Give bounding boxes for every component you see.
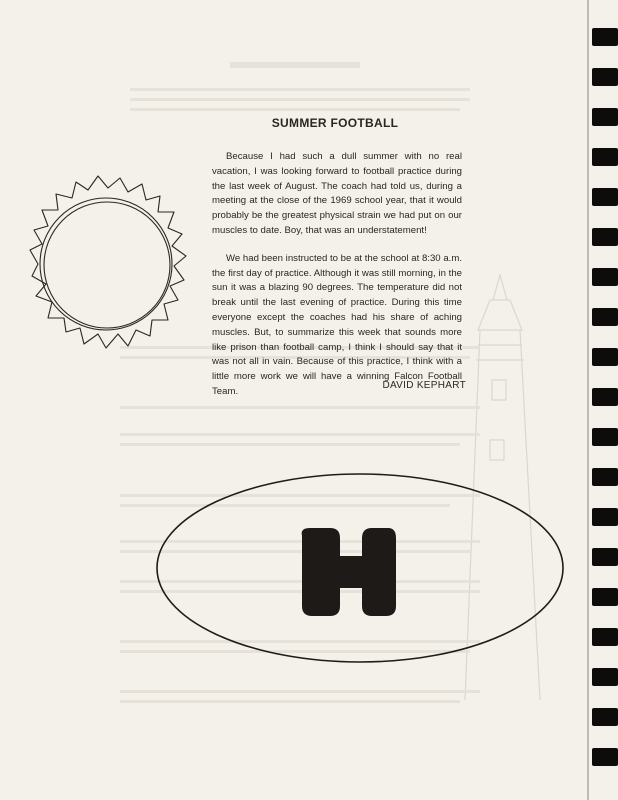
article-paragraph-2: We had been instructed to be at the school at 8:30 a.m. the first day of practice. Although it was still morning, in the sun it was a blazing 90 degrees. The temperature did not break until the last evening of practice. During this time everyone except the coaches had his share of aching muscles. But, to summarize this week that sounds more like prison than football camp, I think I should say that it was not all in vain. Because of this practice, I think with a little more work we will have a winning Falcon Football Team.: [212, 252, 462, 397]
football-letter-h-icon: [302, 528, 396, 616]
sun-illustration: [28, 172, 188, 362]
football-illustration: [154, 470, 566, 666]
article-title: SUMMER FOOTBALL: [271, 116, 399, 130]
spiral-binding: [586, 0, 618, 800]
article-paragraph-1: Because I had such a dull summer with no real vacation, I was looking forward to football practice during the last week of August. The coach had told us, during a meeting at the close of the 1969 school year, that it would probably be the greatest physical strain we had put on our muscles to date. Boy, that was an understatement!: [212, 151, 462, 236]
article-author: DAVID KEPHART: [382, 380, 466, 391]
article-body: [212, 150, 462, 413]
